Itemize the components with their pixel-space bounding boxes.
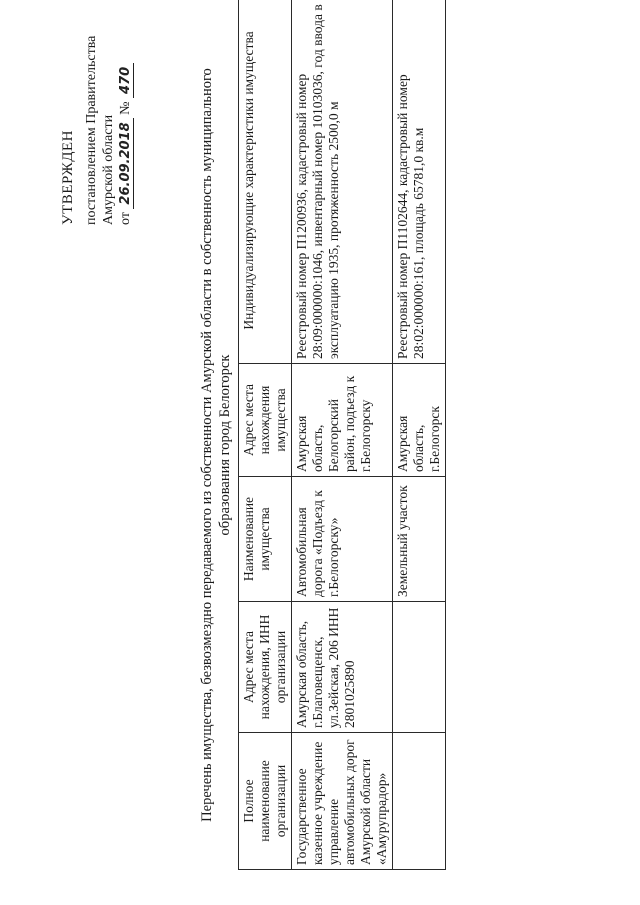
org-address-cell: Амурская область, г.Благовещенск, ул.Зейская, 206 ИНН 2801025890 <box>292 602 393 733</box>
property-location-cell: Амурская область, г.Белогорск <box>393 364 446 477</box>
approval-date-line <box>117 0 134 225</box>
date-prefix: от <box>118 212 133 225</box>
table-row <box>393 0 446 870</box>
property-details-cell: Реестровый номер П1102644, кадастровый номер 28:02:000000:161, площадь 65781,0 кв.м <box>393 0 446 364</box>
property-name-cell: Земельный участок <box>393 477 446 602</box>
approval-line-2: Амурской области <box>101 114 116 225</box>
document-title <box>198 25 234 865</box>
org-address-cell-continued <box>393 602 446 733</box>
number-prefix: № <box>118 101 133 115</box>
title-line-2: образования город Белогорск <box>217 354 233 536</box>
property-name-cell: Автомобильная дорога «Подъезд к г.Белогорску» <box>292 477 393 602</box>
approval-line-1: постановлением Правительства <box>84 35 99 225</box>
handwritten-number: 470 <box>118 63 134 98</box>
header-property-location: Адрес места нахождения имущества <box>239 364 292 477</box>
approval-block <box>60 0 134 225</box>
org-name-cell: Государственное казенное учреждение управление автомобильных дорог Амурской области «Амурупрадор» <box>292 733 393 870</box>
table-row <box>292 0 393 870</box>
property-location-cell: Амурская область, Белогорский район, подъезд к г.Белогорску <box>292 364 393 477</box>
header-property-name: Наименование имущества <box>239 477 292 602</box>
title-line-1: Перечень имущества, безвозмездно передаваемого из собственности Амурской области в собственность муниципального <box>199 68 215 822</box>
header-org-address: Адрес места нахождения, ИНН организации <box>239 602 292 733</box>
table-header-row <box>239 0 292 870</box>
org-name-cell-continued <box>393 733 446 870</box>
approval-title: УТВЕРЖДЕН <box>60 130 76 225</box>
header-org-name: Полное наименование организации <box>239 733 292 870</box>
property-table <box>238 0 446 870</box>
handwritten-date: 26.09.2018 <box>118 118 134 208</box>
header-property-details: Индивидуализирующие характеристики имущества <box>239 0 292 364</box>
property-details-cell: Реестровый номер П1200936, кадастровый номер 28:09:000000:1046, инвентарный номер 10103036, год ввода в эксплуатацию 1935, протяженность 2500,0 м <box>292 0 393 364</box>
